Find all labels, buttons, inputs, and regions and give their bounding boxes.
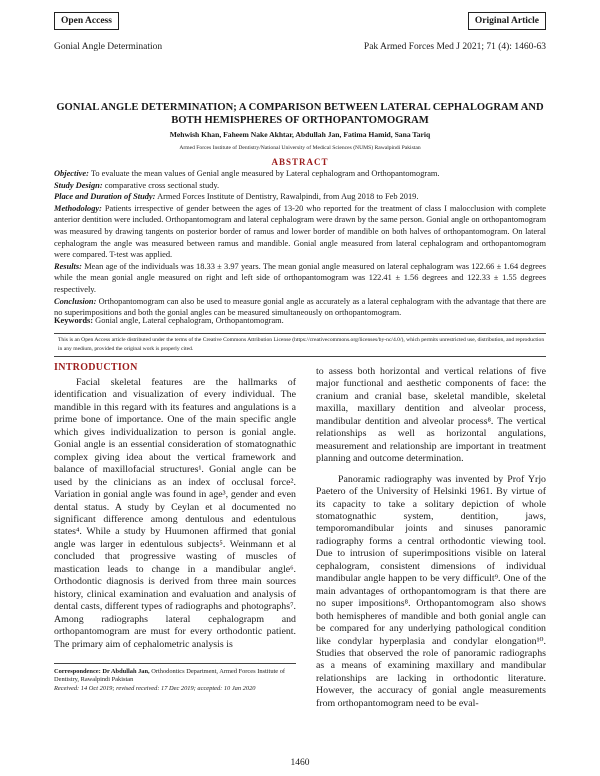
abstract-study-design (54, 180, 546, 192)
text: To evaluate the mean values of Genial angle measured by Lateral cephalogram and Orthopantomogram. (88, 169, 440, 178)
abstract-results (54, 261, 546, 296)
label: Study Design: (54, 180, 103, 190)
label: Methodology: (54, 203, 102, 213)
author-list: Mehwish Khan, Faheem Nake Akhtar, Abdullah Jan, Fatima Hamid, Sana Tariq (169, 130, 431, 139)
running-title: Gonial Angle Determination (54, 42, 163, 52)
panoramic-paragraph: Panoramic radiography was invented by Prof Yrjo Paetero of the University of Helsinki 1961. By virtue of its capacity to take a solitary depiction of whole stomatognathic system, dentition, jaws, temporomandibular joints and sinuses panoramic radiography forms a central orthodontic viewing tool. Due to intrusion of superimpositions visible on lateral cephalogram, consistent dimensions of individual mandibular angle happen to be very difficult⁹. One of the main advantages of orthopantomogram is that there are no super impositions⁸. Orthopantomogram also shows both hemispheres of mandible and both gonial angle can be compared for any underlying pathological condition like condylar hyperplasia and condylar elongation¹⁰. Studies that observed the role of panoramic radiographs as a means of examining maxillary and mandibular relationships are lacking in orthodontic literature. However, the accuracy of gonial angle measurements from orthopantomogram need to be eval- (316, 473, 546, 709)
keywords-text: Gonial angle, Lateral cephalogram, Orthopantomogram. (93, 316, 284, 325)
text: Mean age of the individuals was 18.33 ± 3.97 years. The mean gonial angle measured on lateral cephalogram was 122.66 ± 1.64 degrees while the mean gonial angle measured on right and left side of orthopantomogram was 122.41 ± 1.56 degrees and 122.33 ± 1.55 degrees respectively. (54, 261, 546, 294)
abstract-body (54, 168, 546, 319)
label: Objective: (54, 169, 89, 178)
open-access-badge: Open Access (54, 12, 119, 30)
journal-citation: Pak Armed Forces Med J 2021; 71 (4): 1460-63 (363, 42, 546, 52)
label: Conclusion: (54, 296, 97, 306)
correspondence-footnote (54, 663, 296, 693)
label: Place and Duration of Study: (54, 192, 156, 202)
affiliation: Armed Forces Institute of Dentistry/National University of Medical Sciences (NUMS) Rawalpindi Pakistan (179, 145, 421, 151)
label: Results: (54, 261, 82, 271)
keywords-label: Keywords: (54, 316, 94, 325)
text: Armed Forces Institute of Dentistry, Rawalpindi, from Aug 2018 to Feb 2019. (155, 192, 419, 202)
text: Patients irrespective of gender between the ages of 13-20 who reported for the treatment of class I malocclusion with complete anterior dentition were included. Orthopantomogram and lateral cephalogram were drawn by the same person. Gonial angle on orthopantomogram was measured by drawing tangents on posterior border of ramus and lower border of mandible on both halves of orthopantomogram. On lateral cephalogram the angle was measured between ramus and mandible. Gonial angle measured from lateral cephalogram and orthopantomogram were compared. T-test was applied. (54, 203, 546, 260)
license-notice: This is an Open Access article distributed under the terms of the Creative Commons Attribution License (https://creativecommons.org/licenses/by-nc/4.0/), which permits unrestricted use, distribution, and reproduction in any medium, provided the original work is properly cited. (54, 333, 546, 357)
abstract-methodology (54, 203, 546, 261)
left-column (54, 377, 296, 651)
article-type-badge: Original Article (468, 12, 546, 30)
right-column (316, 366, 546, 710)
intro-paragraph-continued: to assess both horizontal and vertical relations of five major functional and aesthetic components of face: the cranium and cranial base, skeletal mandible, skeletal maxilla, maxillary dentition and alveolar process, mandibular dentition and alveolar process⁸. The vertical relationships as well as horizontal angulations, measurement and relationship are important in treatment planning and outcome determination. (316, 366, 546, 465)
abstract-place-duration (54, 191, 546, 203)
article-title: GONIAL ANGLE DETERMINATION; A COMPARISON BETWEEN LATERAL CEPHALOGRAM AND BOTH HEMISPHERES OF ORTHOPANTOMOGRAM (56, 102, 544, 126)
abstract-objective (54, 168, 546, 180)
text: comparative cross sectional study. (102, 180, 220, 190)
page-number: 1460 (290, 758, 310, 768)
intro-paragraph: Facial skeletal features are the hallmarks of identification and visualization of every individual. The mandible in this regard with its features and angulations is a prime bone of importance. One of the main specific angle which gives individualization to person is gonial angle. Gonial angle is an essential consideration of stomatognathic complex giving idea about the vertical framework and balance of maxillofacial structures¹. Gonial angle can be used by the clinicians as an index of occlusal force². Variation in gonial angle was found in age³, gender and even dental status. A study by Ceylan et al documented no significant difference among dentulous and edentulous states⁴. While a study by Huumonen affirmed that gonial angle was larger in edentulous subjects⁵. Weinmann et al concluded that progressive wasting of muscles of mastication leads to change in a mandibular angle⁶. Orthodontic diagnosis is derived from three main sources history, clinical examination and evaluation and analysis of dental casts, different types of radiographs and photographs⁷. Among radiographs lateral cephalograpm and orthopantomogram are must for every orthodontic patient. The primary aim of cephalometric analysis is (54, 377, 296, 650)
correspondence-label: Correspondence: Dr Abdullah Jan, (54, 668, 150, 675)
abstract-heading: ABSTRACT (271, 157, 329, 167)
correspondence-address: Orthodontics Department, Armed Forces Institute of Dentistry, Rawalpindi Pakistan (54, 668, 286, 684)
received-dates: Received: 14 Oct 2019; revised received: 17 Dec 2019; accepted: 10 Jan 2020 (54, 684, 256, 692)
text: Orthopantomogram can also be used to measure gonial angle as accurately as a lateral cephalogram with the advantage that there are no superimpositions and both the gonial angles can be measured simultaneously on orthopantomogram. (54, 296, 546, 318)
keywords (54, 316, 546, 325)
introduction-heading: INTRODUCTION (54, 362, 138, 373)
